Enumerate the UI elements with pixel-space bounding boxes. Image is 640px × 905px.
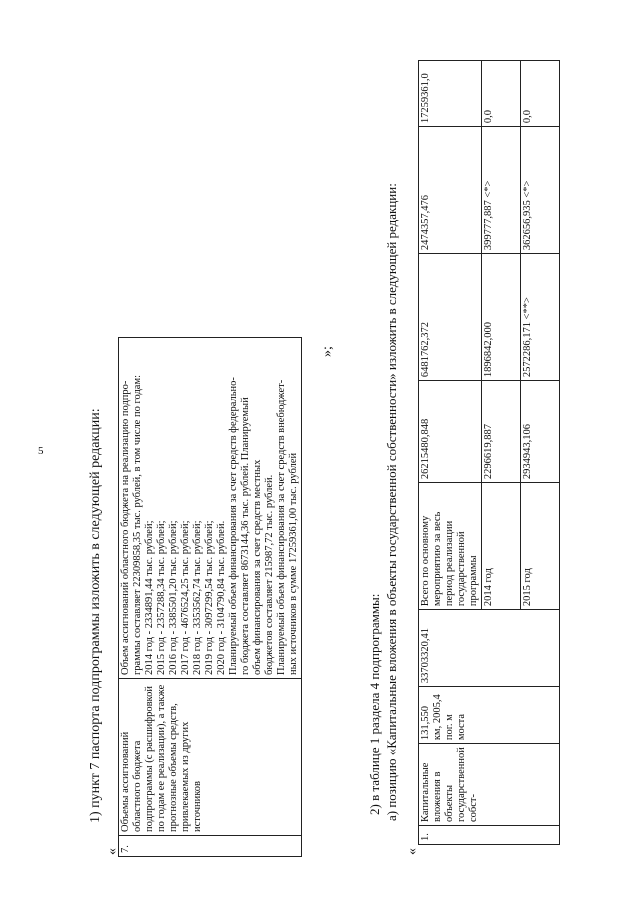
breakdown-value: 0,0 xyxy=(482,61,521,127)
content-line: 2016 год - 3385501,20 тыс. рублей; xyxy=(168,520,179,675)
passport-table xyxy=(118,337,302,857)
content-line: 2014 год - 2334891,44 тыс. рублей; xyxy=(144,520,155,675)
content-line: бюджетов составляет 215987,72 тыс. рублей. xyxy=(264,474,275,675)
content-line: граммы составляет 22309858,35 тыс. рублей, в том числе по годам: xyxy=(132,374,143,675)
content-line: 2018 год - 3353562,74 тыс. рублей; xyxy=(192,520,203,675)
item1-heading: 1) пункт 7 паспорта подпрограммы изложить в следующей редакции: xyxy=(88,408,103,823)
breakdown-value: 399777,887 <*> xyxy=(482,127,521,254)
content-line: 2015 год - 2357288,34 тыс. рублей; xyxy=(156,520,167,675)
item2-heading: 2) в таблице 1 раздела 4 подпрограммы: xyxy=(367,593,382,815)
passport-row-number: 7. xyxy=(119,836,302,857)
passport-row-content xyxy=(119,338,302,679)
breakdown-label: 2015 год xyxy=(521,483,560,610)
item2a-heading: а) позицию «Капитальные вложения в объекты государственной собственности» изложить в следующей редакции: xyxy=(384,183,399,821)
breakdown-value: 2296619,887 xyxy=(482,381,521,483)
content-line: 2017 год - 4676524,25 тыс. рублей; xyxy=(180,520,191,675)
breakdown-value: 2572286,171 <**> xyxy=(521,254,560,381)
content-line: 2020 год - 3104790,84 тыс. рублей. xyxy=(216,520,227,675)
content-line: объем финансирования за счет средств местных xyxy=(252,459,263,675)
breakdown-value: 362656,935 <*> xyxy=(521,127,560,254)
content-line: го бюджета составляет 8673144,36 тыс. рублей. Планируемый xyxy=(240,397,251,675)
open-quote-2: « xyxy=(405,848,420,855)
capital-row-total: 33703320,41 xyxy=(419,610,560,687)
page-number: 5 xyxy=(38,445,44,457)
capital-row-number: 1. xyxy=(419,826,560,845)
open-quote-1: « xyxy=(105,848,120,855)
content-line: Планируемый объем финансирования за счет средств внебюджет- xyxy=(276,379,287,675)
breakdown-value: 26215480,848 xyxy=(419,381,482,483)
breakdown-value: 6481762,372 xyxy=(419,254,482,381)
content-line: ных источников в сумме 17259361,00 тыс. рублей xyxy=(288,452,299,675)
capital-row-measure: 131,550 км, 2005,4 пог. м моста xyxy=(419,687,560,744)
breakdown-value: 2934943,106 xyxy=(521,381,560,483)
content-line: Планируемый объем финансирования за счет средств федерально- xyxy=(228,377,239,675)
breakdown-value: 17259361,0 xyxy=(419,61,482,127)
breakdown-label: 2014 год xyxy=(482,483,521,610)
breakdown-value: 1896842,000 xyxy=(482,254,521,381)
breakdown-value: 2474357,476 xyxy=(419,127,482,254)
breakdown-value: 0,0 xyxy=(521,61,560,127)
breakdown-label: Всего по основному мероприятию за весь период реализации государственной программы xyxy=(419,483,482,610)
close-quote: »; xyxy=(320,346,335,357)
content-line: 2019 год - 3097299,54 тыс. рублей; xyxy=(204,520,215,675)
capital-investment-table xyxy=(418,60,560,845)
content-line: Объем ассигнований областного бюджета на реализацию подпро- xyxy=(120,380,131,675)
passport-row-label: Объемы ассигнований областного бюджета подпрограммы (с расшифровкой по годам ее реализации), а также прогнозные объемы средств, привлекаемых из других источников xyxy=(119,679,302,836)
capital-row-name: Капитальные вложения в объекты государственной собст- xyxy=(419,744,560,826)
